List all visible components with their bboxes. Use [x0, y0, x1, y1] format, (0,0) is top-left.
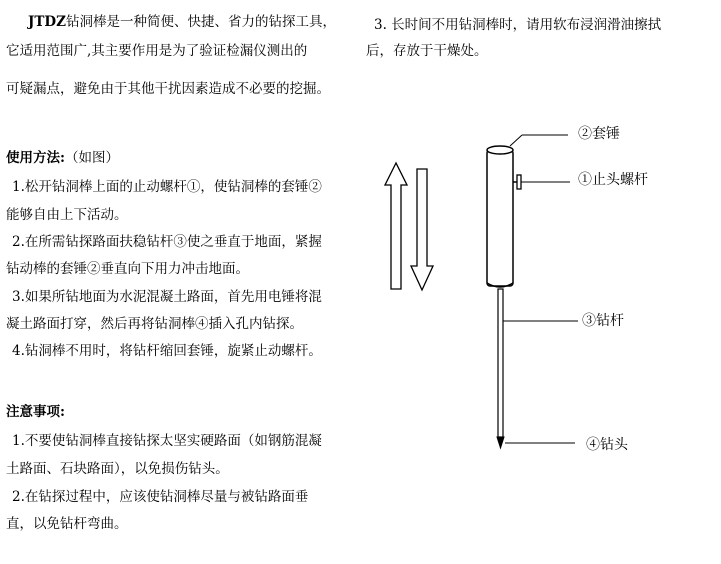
cautions-line: 土路面、石块路面），以免损伤钻头。 — [6, 461, 229, 477]
label-drill-tip: ④钻头 — [586, 437, 628, 453]
cautions-line: 直，以免钻杆弯曲。 — [6, 516, 128, 532]
up-arrow-icon — [385, 163, 407, 289]
usage-heading-text: 使用方法: — [6, 150, 65, 166]
usage-heading-note: （如图） — [64, 150, 119, 166]
cautions-heading: 注意事项: — [6, 404, 65, 420]
intro-line-3: 可疑漏点，避免由于其他干扰因素造成不必要的挖掘。 — [6, 81, 330, 97]
usage-line: 1.松开钻洞棒上面的止动螺杆①，使钻洞棒的套锤② — [12, 179, 322, 195]
drill-rod — [497, 289, 504, 448]
usage-line: 凝土路面打穿，然后再将钻洞棒④插入孔内钻探。 — [6, 316, 303, 332]
usage-line: 2.在所需钻探路面扶稳钻杆③使之垂直于地面，紧握 — [12, 234, 322, 250]
brand-name: JTDZ — [28, 14, 66, 30]
usage-line: 3.如果所钻地面为水泥混凝土路面，首先用电锤将混 — [12, 289, 322, 305]
right-line-1: 3. 长时间不用钻洞棒时，请用软布浸润滑油擦拭 — [374, 17, 662, 33]
stop-screw — [513, 175, 570, 189]
intro-line-2: 它适用范围广,其主要作用是为了验证检漏仪测出的 — [6, 43, 308, 59]
label-drill-rod: ③钻杆 — [582, 313, 624, 329]
cautions-line: 2.在钻探过程中，应该使钻洞棒尽量与被钻路面垂 — [12, 489, 309, 505]
label-sleeve-hammer: ②套锤 — [578, 126, 620, 142]
down-arrow-icon — [411, 169, 433, 290]
cautions-line: 1.不要使钻洞棒直接钻探太坚实硬路面（如钢筋混凝 — [12, 433, 322, 449]
drill-tip — [497, 437, 504, 448]
usage-line: 4.钻洞棒不用时，将钻杆缩回套锤，旋紧止动螺杆。 — [12, 343, 322, 359]
sleeve-hammer — [487, 146, 513, 287]
usage-line: 钻动棒的套锤②垂直向下用力冲击地面。 — [6, 261, 249, 277]
right-line-2: 后，存放于干燥处。 — [366, 43, 488, 59]
label-stop-screw: ①止头螺杆 — [578, 172, 648, 188]
usage-line: 能够自由上下活动。 — [6, 207, 128, 223]
intro-line-1-text: 钻洞棒是一种简便、快捷、省力的钻探工具， — [66, 14, 336, 30]
